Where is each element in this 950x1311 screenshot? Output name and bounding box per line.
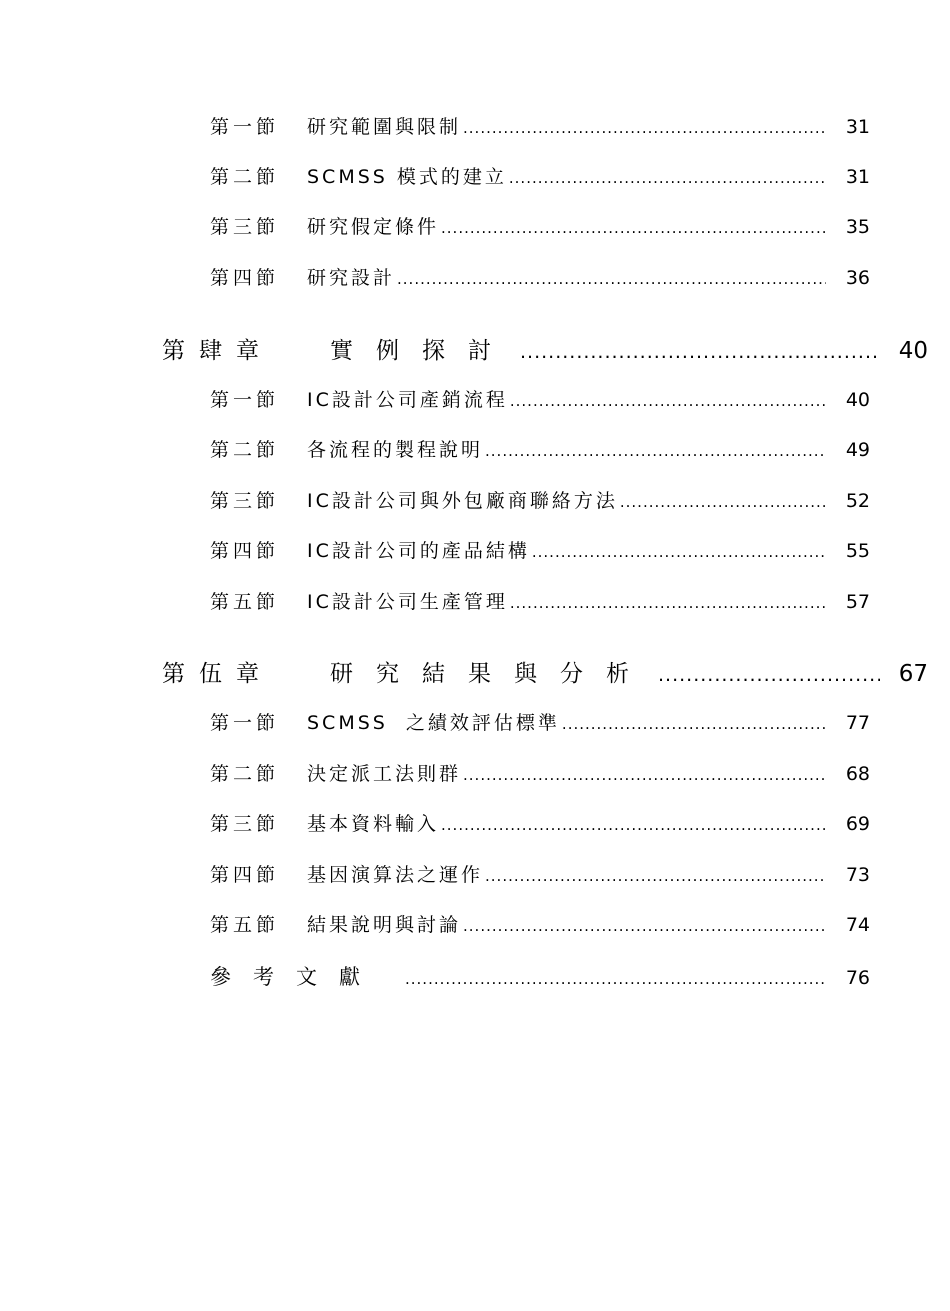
page-number: 49 (845, 439, 870, 461)
dot-leader (441, 219, 826, 237)
page-number: 40 (845, 389, 870, 411)
section-title: 決定派工法則群 (307, 763, 462, 785)
toc-entry-chapter-4[interactable] (162, 332, 928, 366)
chapter-label: 第伍章 (162, 661, 273, 687)
toc-entry-chapter-5[interactable] (162, 655, 928, 689)
dot-leader (509, 169, 826, 187)
page-number: 74 (845, 914, 870, 936)
toc-entry-ch5-sec2[interactable] (210, 759, 870, 787)
toc-entry-ch4-sec2[interactable] (210, 435, 870, 463)
dot-leader (441, 816, 826, 834)
dot-leader (510, 392, 826, 410)
dot-leader (463, 119, 826, 137)
page-number: 52 (845, 490, 870, 512)
dot-leader (658, 664, 880, 686)
section-label: 第四節 (210, 267, 280, 289)
dot-leader (520, 341, 880, 363)
page-number: 55 (845, 540, 870, 562)
toc-entry-ch3-sec2[interactable] (210, 162, 870, 190)
toc-entry-ch4-sec5[interactable] (210, 587, 870, 615)
section-label: 第三節 (210, 216, 280, 238)
section-title: 各流程的製程說明 (307, 439, 484, 461)
dot-leader (485, 867, 826, 885)
page-number: 35 (845, 216, 870, 238)
toc-entry-ch5-sec5[interactable] (210, 910, 870, 938)
toc-entry-references[interactable] (210, 961, 870, 989)
toc-entry-ch3-sec3[interactable] (210, 212, 870, 240)
section-label: 第五節 (210, 914, 280, 936)
dot-leader (562, 715, 826, 733)
dot-leader (510, 594, 826, 612)
section-label: 第一節 (210, 389, 280, 411)
section-label: 第二節 (210, 763, 280, 785)
section-label: 第四節 (210, 540, 280, 562)
section-label: 第二節 (210, 439, 280, 461)
page-number: 67 (898, 661, 928, 687)
page-number: 57 (845, 591, 870, 613)
page-number: 76 (845, 967, 870, 989)
section-label: 第三節 (210, 490, 280, 512)
toc-entry-ch3-sec4[interactable] (210, 263, 870, 291)
dot-leader (397, 270, 826, 288)
dot-leader (463, 766, 826, 784)
section-label: 第五節 (210, 591, 280, 613)
chapter-label: 第肆章 (162, 338, 273, 364)
section-title: IC設計公司的產品結構 (307, 540, 530, 562)
dot-leader (485, 442, 826, 460)
section-title: IC設計公司產銷流程 (307, 389, 508, 411)
section-title: SCMSS 模式的建立 (307, 166, 507, 188)
section-label: 第四節 (210, 864, 280, 886)
section-label: 第一節 (210, 116, 280, 138)
section-title: 基本資料輸入 (307, 813, 440, 835)
section-title: IC設計公司生產管理 (307, 591, 508, 613)
section-title: IC設計公司與外包廠商聯絡方法 (307, 490, 618, 512)
page-number: 31 (845, 116, 870, 138)
page-number: 36 (845, 267, 870, 289)
dot-leader (463, 917, 826, 935)
page-number: 31 (845, 166, 870, 188)
dot-leader (620, 493, 826, 511)
dot-leader (532, 543, 826, 561)
chapter-title: 實例探討 (330, 338, 514, 364)
section-title: 研究設計 (307, 267, 396, 289)
section-label: 第一節 (210, 712, 280, 734)
toc-entry-ch4-sec1[interactable] (210, 385, 870, 413)
section-title: 研究假定條件 (307, 216, 440, 238)
section-label: 第二節 (210, 166, 280, 188)
toc-entry-ch3-sec1[interactable] (210, 112, 870, 140)
page-number: 73 (845, 864, 870, 886)
section-title: 基因演算法之運作 (307, 864, 484, 886)
toc-entry-ch5-sec3[interactable] (210, 809, 870, 837)
section-title: 研究範圍與限制 (307, 116, 462, 138)
section-title: 結果說明與討論 (307, 914, 462, 936)
toc-entry-ch5-sec1[interactable] (210, 708, 870, 736)
page-number: 40 (898, 338, 928, 364)
chapter-title: 研究結果與分析 (330, 661, 652, 687)
page-number: 68 (845, 763, 870, 785)
section-label: 第三節 (210, 813, 280, 835)
page-number: 69 (845, 813, 870, 835)
dot-leader (405, 970, 826, 988)
page-number: 77 (845, 712, 870, 734)
toc-entry-ch4-sec3[interactable] (210, 486, 870, 514)
section-title: SCMSS 之績效評估標準 (307, 712, 560, 734)
references-label: 參考文獻 (210, 965, 382, 989)
toc-entry-ch5-sec4[interactable] (210, 860, 870, 888)
toc-entry-ch4-sec4[interactable] (210, 536, 870, 564)
